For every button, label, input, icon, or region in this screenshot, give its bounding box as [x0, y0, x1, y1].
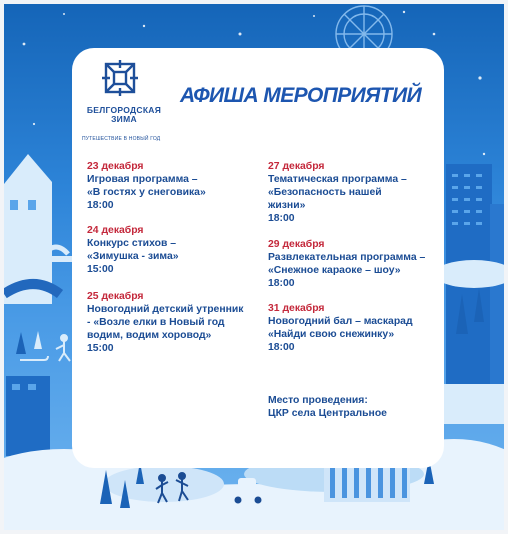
event-line: водим, водим хоровод» — [87, 330, 212, 341]
event-time: 18:00 — [268, 342, 295, 353]
venue-label: Место проведения: — [268, 395, 368, 406]
event-date: 29 декабря — [268, 239, 325, 250]
event-date: 23 декабря — [87, 161, 144, 172]
event-item — [87, 290, 243, 355]
event-date: 27 декабря — [268, 161, 325, 172]
event-line: Новогодний бал – маскарад — [268, 316, 413, 327]
event-line: - «Возле елки в Новый год — [87, 317, 225, 328]
event-date: 25 декабря — [87, 291, 144, 302]
event-line: «Снежное караоке – шоу» — [268, 265, 401, 276]
poster-title: АФИША МЕРОПРИЯТИЙ — [180, 84, 422, 107]
event-item — [87, 224, 179, 276]
event-time: 18:00 — [268, 213, 295, 224]
event-line: Новогодний детский утренник — [87, 304, 244, 315]
event-line: «Найди свою снежинку» — [268, 329, 395, 340]
event-line: «Безопасность нашей — [268, 187, 382, 198]
event-line: жизни» — [268, 200, 306, 211]
event-time: 18:00 — [87, 200, 114, 211]
event-line: «Зимушка - зима» — [87, 251, 179, 262]
event-time: 15:00 — [87, 343, 114, 354]
logo-line2: ЗИМА — [111, 114, 137, 124]
logo-tagline: ПУТЕШЕСТВИЕ В НОВЫЙ ГОД — [82, 136, 161, 142]
venue-block — [268, 394, 387, 420]
event-line: «В гостях у снеговика» — [87, 187, 206, 198]
event-date: 24 декабря — [87, 225, 144, 236]
schedule-card — [72, 48, 444, 468]
logo-line1: БЕЛГОРОДСКАЯ — [86, 105, 162, 115]
event-line: Развлекательная программа – — [268, 252, 426, 263]
event-line: Игровая программа – — [87, 174, 198, 185]
event-time: 15:00 — [87, 264, 114, 275]
event-item — [87, 160, 206, 212]
sledding-people-icon — [20, 335, 70, 361]
event-item — [268, 302, 413, 354]
venue-place: ЦКР села Центральное — [268, 408, 387, 419]
event-item — [268, 160, 407, 225]
event-poster — [4, 4, 504, 530]
event-item — [268, 238, 425, 290]
event-line: Конкурс стихов – — [87, 238, 176, 249]
event-line: Тематическая программа – — [268, 174, 407, 185]
logo-wordmark — [82, 106, 166, 124]
event-time: 18:00 — [268, 278, 295, 289]
event-date: 31 декабря — [268, 303, 325, 314]
left-buildings — [4, 154, 72, 456]
right-buildings — [434, 164, 504, 424]
ornament-logo-icon — [102, 60, 138, 100]
